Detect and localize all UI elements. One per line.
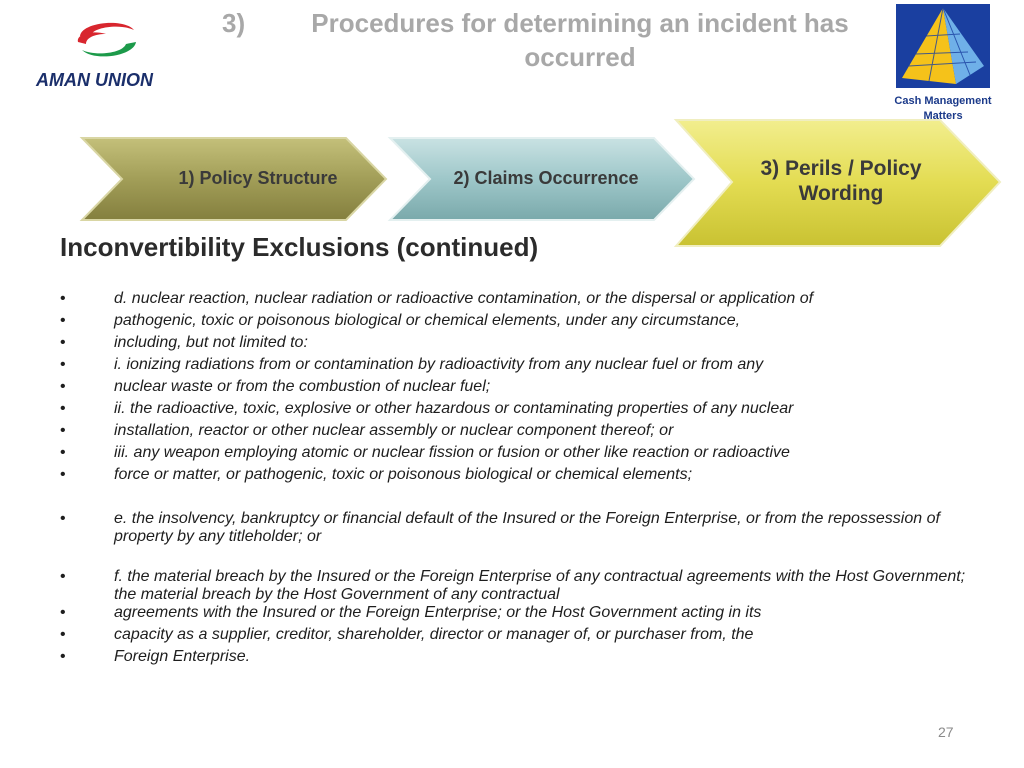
- list-item: • ii. the radioactive, toxic, explosive or other hazardous or contaminating properties of any nuclear: [60, 400, 794, 417]
- step-label: 3) Perils / Policy Wording: [760, 157, 922, 205]
- list-item: • installation, reactor or other nuclear assembly or nuclear component thereof; or: [60, 422, 674, 439]
- title-number: 3): [222, 8, 246, 38]
- list-item: • e. the insolvency, bankruptcy or financial default of the Insured or the Foreign Enterprise, or from the repossession of property by any titleholder; or: [60, 510, 940, 545]
- step-claims-occurrence[interactable]: [386, 136, 698, 222]
- page-number: 27: [938, 724, 954, 740]
- list-item: • Foreign Enterprise.: [60, 648, 251, 665]
- section-heading: Inconvertibility Exclusions (continued): [60, 232, 539, 262]
- slide-title: [210, 6, 890, 74]
- list-item: • d. nuclear reaction, nuclear radiation or radioactive contamination, or the dispersal or application of: [60, 290, 814, 307]
- aman-union-swoosh-icon: [72, 20, 142, 62]
- spacer: [60, 546, 980, 568]
- slide-title-text: Procedures for determining an incident has occurred: [311, 8, 849, 72]
- list-item: • including, but not limited to:: [60, 334, 308, 351]
- brand-name: AMAN UNION: [36, 70, 153, 90]
- list-item: • capacity as a supplier, creditor, shareholder, director or manager of, or purchaser from, the: [60, 626, 754, 643]
- list-item: • i. ionizing radiations from or contamination by radioactivity from any nuclear fuel or from any: [60, 356, 764, 373]
- list-item: • agreements with the Insured or the Foreign Enterprise; or the Host Government acting in its: [60, 604, 762, 621]
- list-item: • f. the material breach by the Insured or the Foreign Enterprise of any contractual agreements with the Host Government; the material breach by the Host Government of any contractual: [60, 568, 966, 603]
- step-label: 2) Claims Occurrence: [453, 168, 639, 188]
- spacer: [60, 488, 980, 510]
- bullet-list: [60, 290, 980, 670]
- step-label: 1) Policy Structure: [178, 168, 338, 188]
- step-policy-structure[interactable]: [78, 136, 390, 222]
- list-item: • iii. any weapon employing atomic or nuclear fission or fusion or other like reaction or radioactive: [60, 444, 790, 461]
- step-perils-policy-wording[interactable]: [670, 116, 1006, 252]
- list-item: • nuclear waste or from the combustion of nuclear fuel;: [60, 378, 491, 395]
- cash-management-caption: Cash Management Matters: [894, 95, 992, 122]
- list-item: • force or matter, or pathogenic, toxic or poisonous biological or chemical elements;: [60, 466, 693, 483]
- aman-union-logo: [36, 20, 186, 95]
- list-item: • pathogenic, toxic or poisonous biological or chemical elements, under any circumstance,: [60, 312, 741, 329]
- cash-management-pyramid-icon: [896, 4, 990, 88]
